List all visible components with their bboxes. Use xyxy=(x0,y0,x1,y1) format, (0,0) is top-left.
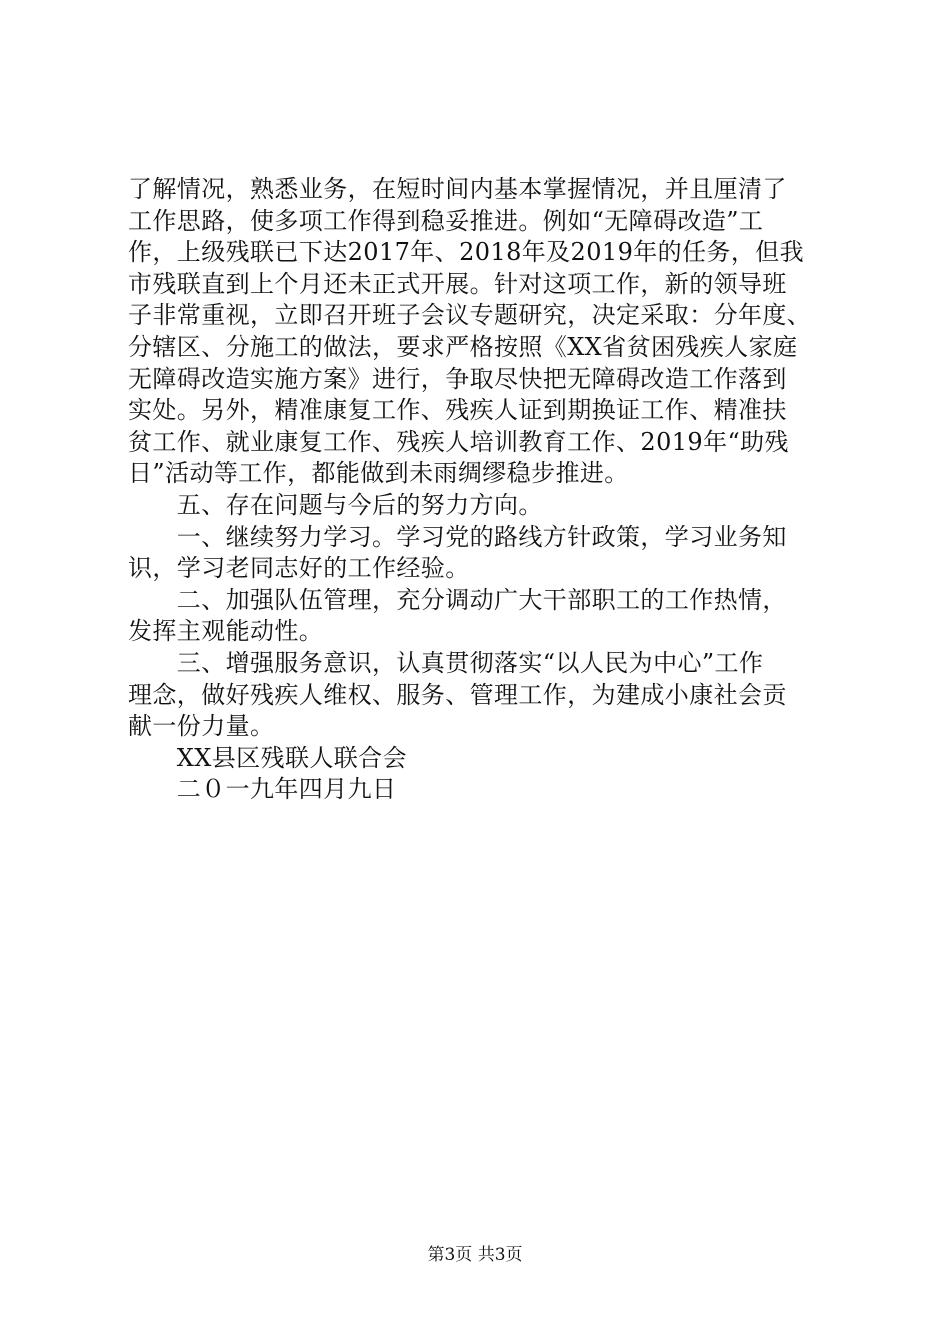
text-line: 市残联直到上个月还未正式开展。针对这项工作，新的领导班 xyxy=(128,269,787,298)
page-footer xyxy=(0,1244,950,1266)
text-line: 一、继续努力学习。学习党的路线方针政策，学习业务知 xyxy=(128,522,787,551)
signature-organization: XX县区残联人联合会 xyxy=(128,743,407,772)
text-line: 献一份力量。 xyxy=(128,712,275,741)
text-line: 无障碍改造实施方案》进行，争取尽快把无障碍改造工作落到 xyxy=(128,364,787,393)
text-line: 二、加强队伍管理，充分调动广大干部职工的工作热情， xyxy=(128,585,787,614)
text-line: 工作思路，使多项工作得到稳妥推进。例如“无障碍改造”工 xyxy=(128,206,764,235)
text-line: 作，上级残联已下达2017年、2018年及2019年的任务，但我 xyxy=(128,238,805,267)
text-line: 发挥主观能动性。 xyxy=(128,617,324,646)
text-line: 三、增强服务意识，认真贯彻落实“以人民为中心”工作 xyxy=(128,648,764,677)
section-heading: 五、存在问题与今后的努力方向。 xyxy=(128,490,543,519)
document-body xyxy=(128,174,850,806)
text-line: 实处。另外，精准康复工作、残疾人证到期换证工作、精准扶 xyxy=(128,396,787,425)
text-line: 了解情况，熟悉业务，在短时间内基本掌握情况，并且厘清了 xyxy=(128,175,787,203)
page-number: 第3页 共3页 xyxy=(427,1245,523,1265)
text-line: 分辖区、分施工的做法，要求严格按照《XX省贫困残疾人家庭 xyxy=(128,332,798,361)
text-line: 理念，做好残疾人维权、服务、管理工作，为建成小康社会贡 xyxy=(128,680,787,709)
signature-date: 二０一九年四月九日 xyxy=(128,775,397,804)
text-line: 识，学习老同志好的工作经验。 xyxy=(128,554,470,583)
text-line: 日”活动等工作，都能做到未雨绸缪稳步推进。 xyxy=(128,459,629,488)
text-line: 贫工作、就业康复工作、残疾人培训教育工作、2019年“助残 xyxy=(128,427,789,456)
text-line: 子非常重视，立即召开班子会议专题研究，决定采取：分年度、 xyxy=(128,301,812,330)
